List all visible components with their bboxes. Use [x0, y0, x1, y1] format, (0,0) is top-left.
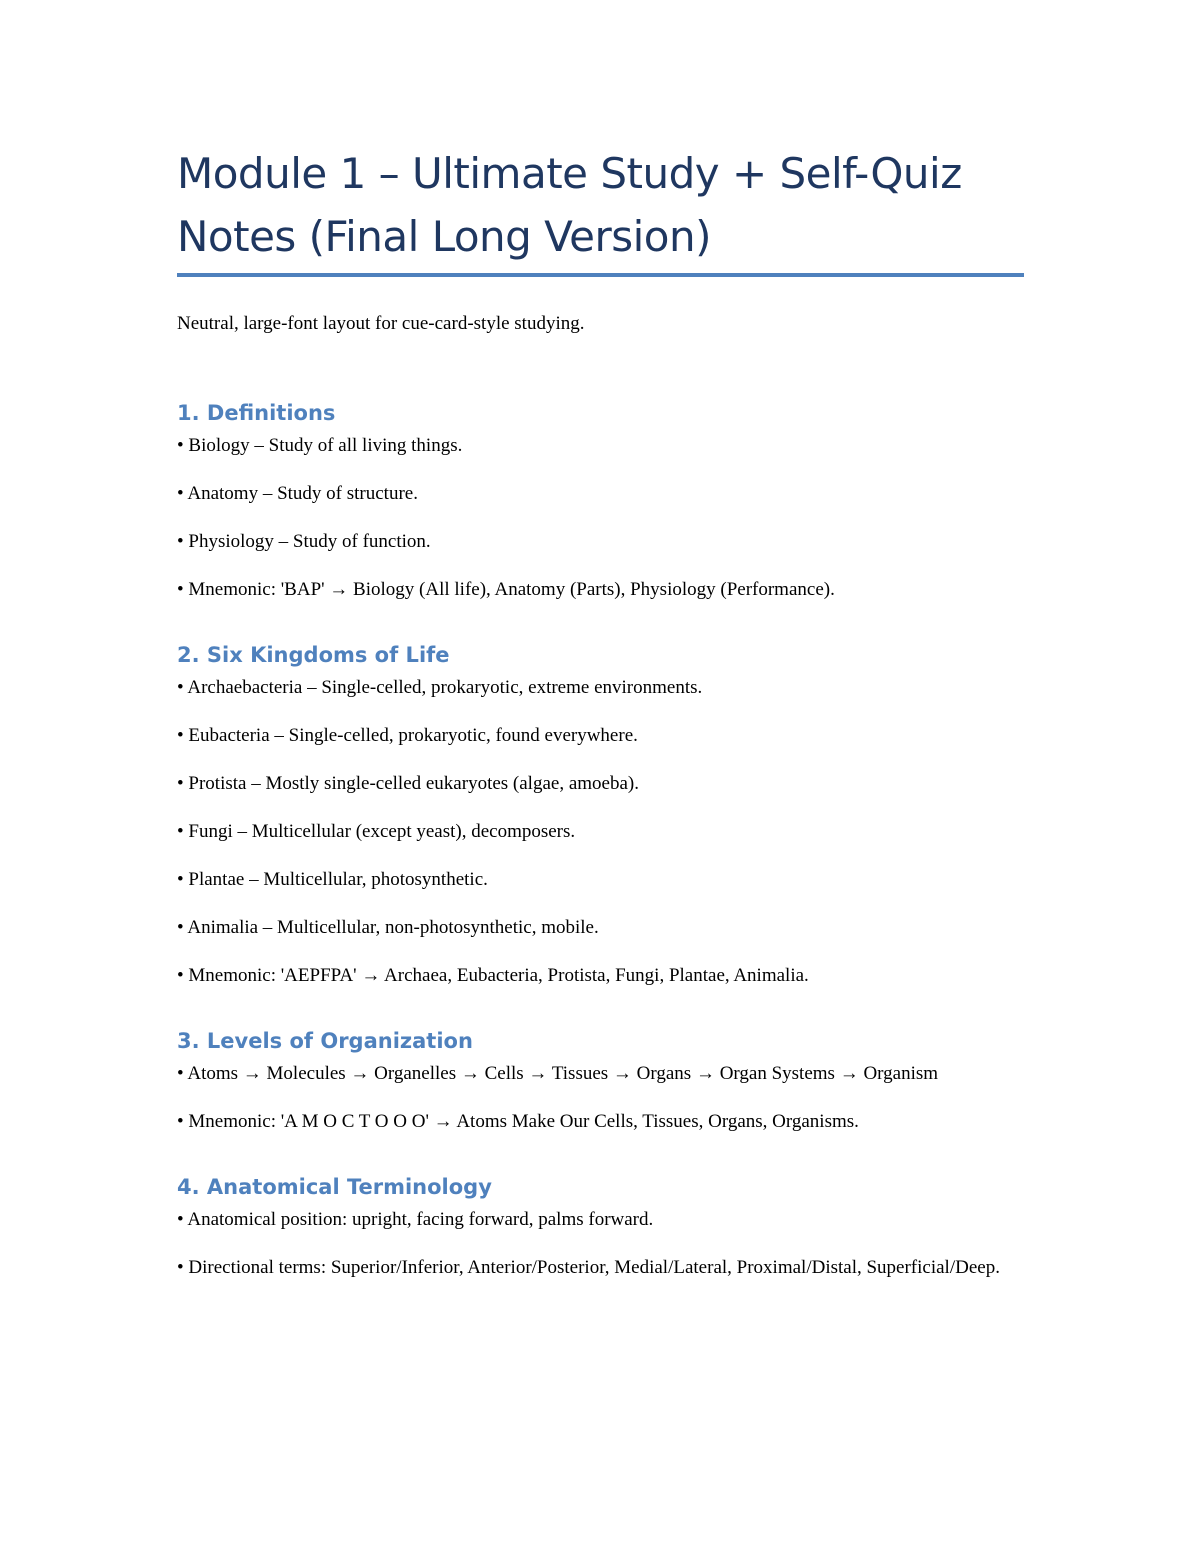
bullet-item: • Directional terms: Superior/Inferior, Anterior/Posterior, Medial/Lateral, Proximal/Distal, Superficial/Deep. — [177, 1257, 1000, 1278]
bullet-item: • Plantae – Multicellular, photosynthetic. — [177, 869, 488, 890]
bullet-item: • Anatomy – Study of structure. — [177, 483, 418, 504]
bullet-item: • Anatomical position: upright, facing forward, palms forward. — [177, 1209, 654, 1230]
document-subtitle: Neutral, large-font layout for cue-card-style studying. — [177, 313, 585, 334]
bullet-item: • Protista – Mostly single-celled eukaryotes (algae, amoeba). — [177, 773, 639, 794]
section-heading: 2. Six Kingdoms of Life — [177, 643, 450, 667]
section-six-kingdoms — [177, 640, 1025, 990]
section-heading: 3. Levels of Organization — [177, 1029, 473, 1053]
section-heading: 4. Anatomical Terminology — [177, 1175, 492, 1199]
bullet-item: • Mnemonic: 'AEPFPA' → Archaea, Eubacteria, Protista, Fungi, Plantae, Animalia. — [177, 965, 809, 986]
section-definitions — [177, 398, 1025, 604]
bullet-item: • Fungi – Multicellular (except yeast), decomposers. — [177, 821, 576, 842]
bullet-item: • Atoms → Molecules → Organelles → Cells → Tissues → Organs → Organ Systems → Organism — [177, 1063, 939, 1084]
document-title: Module 1 – Ultimate Study + Self-Quiz Notes (Final Long Version) — [177, 149, 962, 261]
bullet-item: • Animalia – Multicellular, non-photosynthetic, mobile. — [177, 917, 599, 938]
bullet-item: • Biology – Study of all living things. — [177, 435, 463, 456]
bullet-item: • Mnemonic: 'A M O C T O O O' → Atoms Make Our Cells, Tissues, Organs, Organisms. — [177, 1111, 859, 1132]
bullet-item: • Mnemonic: 'BAP' → Biology (All life), Anatomy (Parts), Physiology (Performance). — [177, 579, 835, 600]
section-anatomical-terminology — [177, 1172, 1025, 1282]
section-levels-of-organization — [177, 1026, 1025, 1136]
bullet-item: • Archaebacteria – Single-celled, prokaryotic, extreme environments. — [177, 677, 703, 698]
document-body — [177, 142, 1025, 1282]
section-heading: 1. Definitions — [177, 401, 336, 425]
title-underline — [177, 273, 1024, 277]
bullet-item: • Eubacteria – Single-celled, prokaryotic, found everywhere. — [177, 725, 638, 746]
bullet-item: • Physiology – Study of function. — [177, 531, 431, 552]
